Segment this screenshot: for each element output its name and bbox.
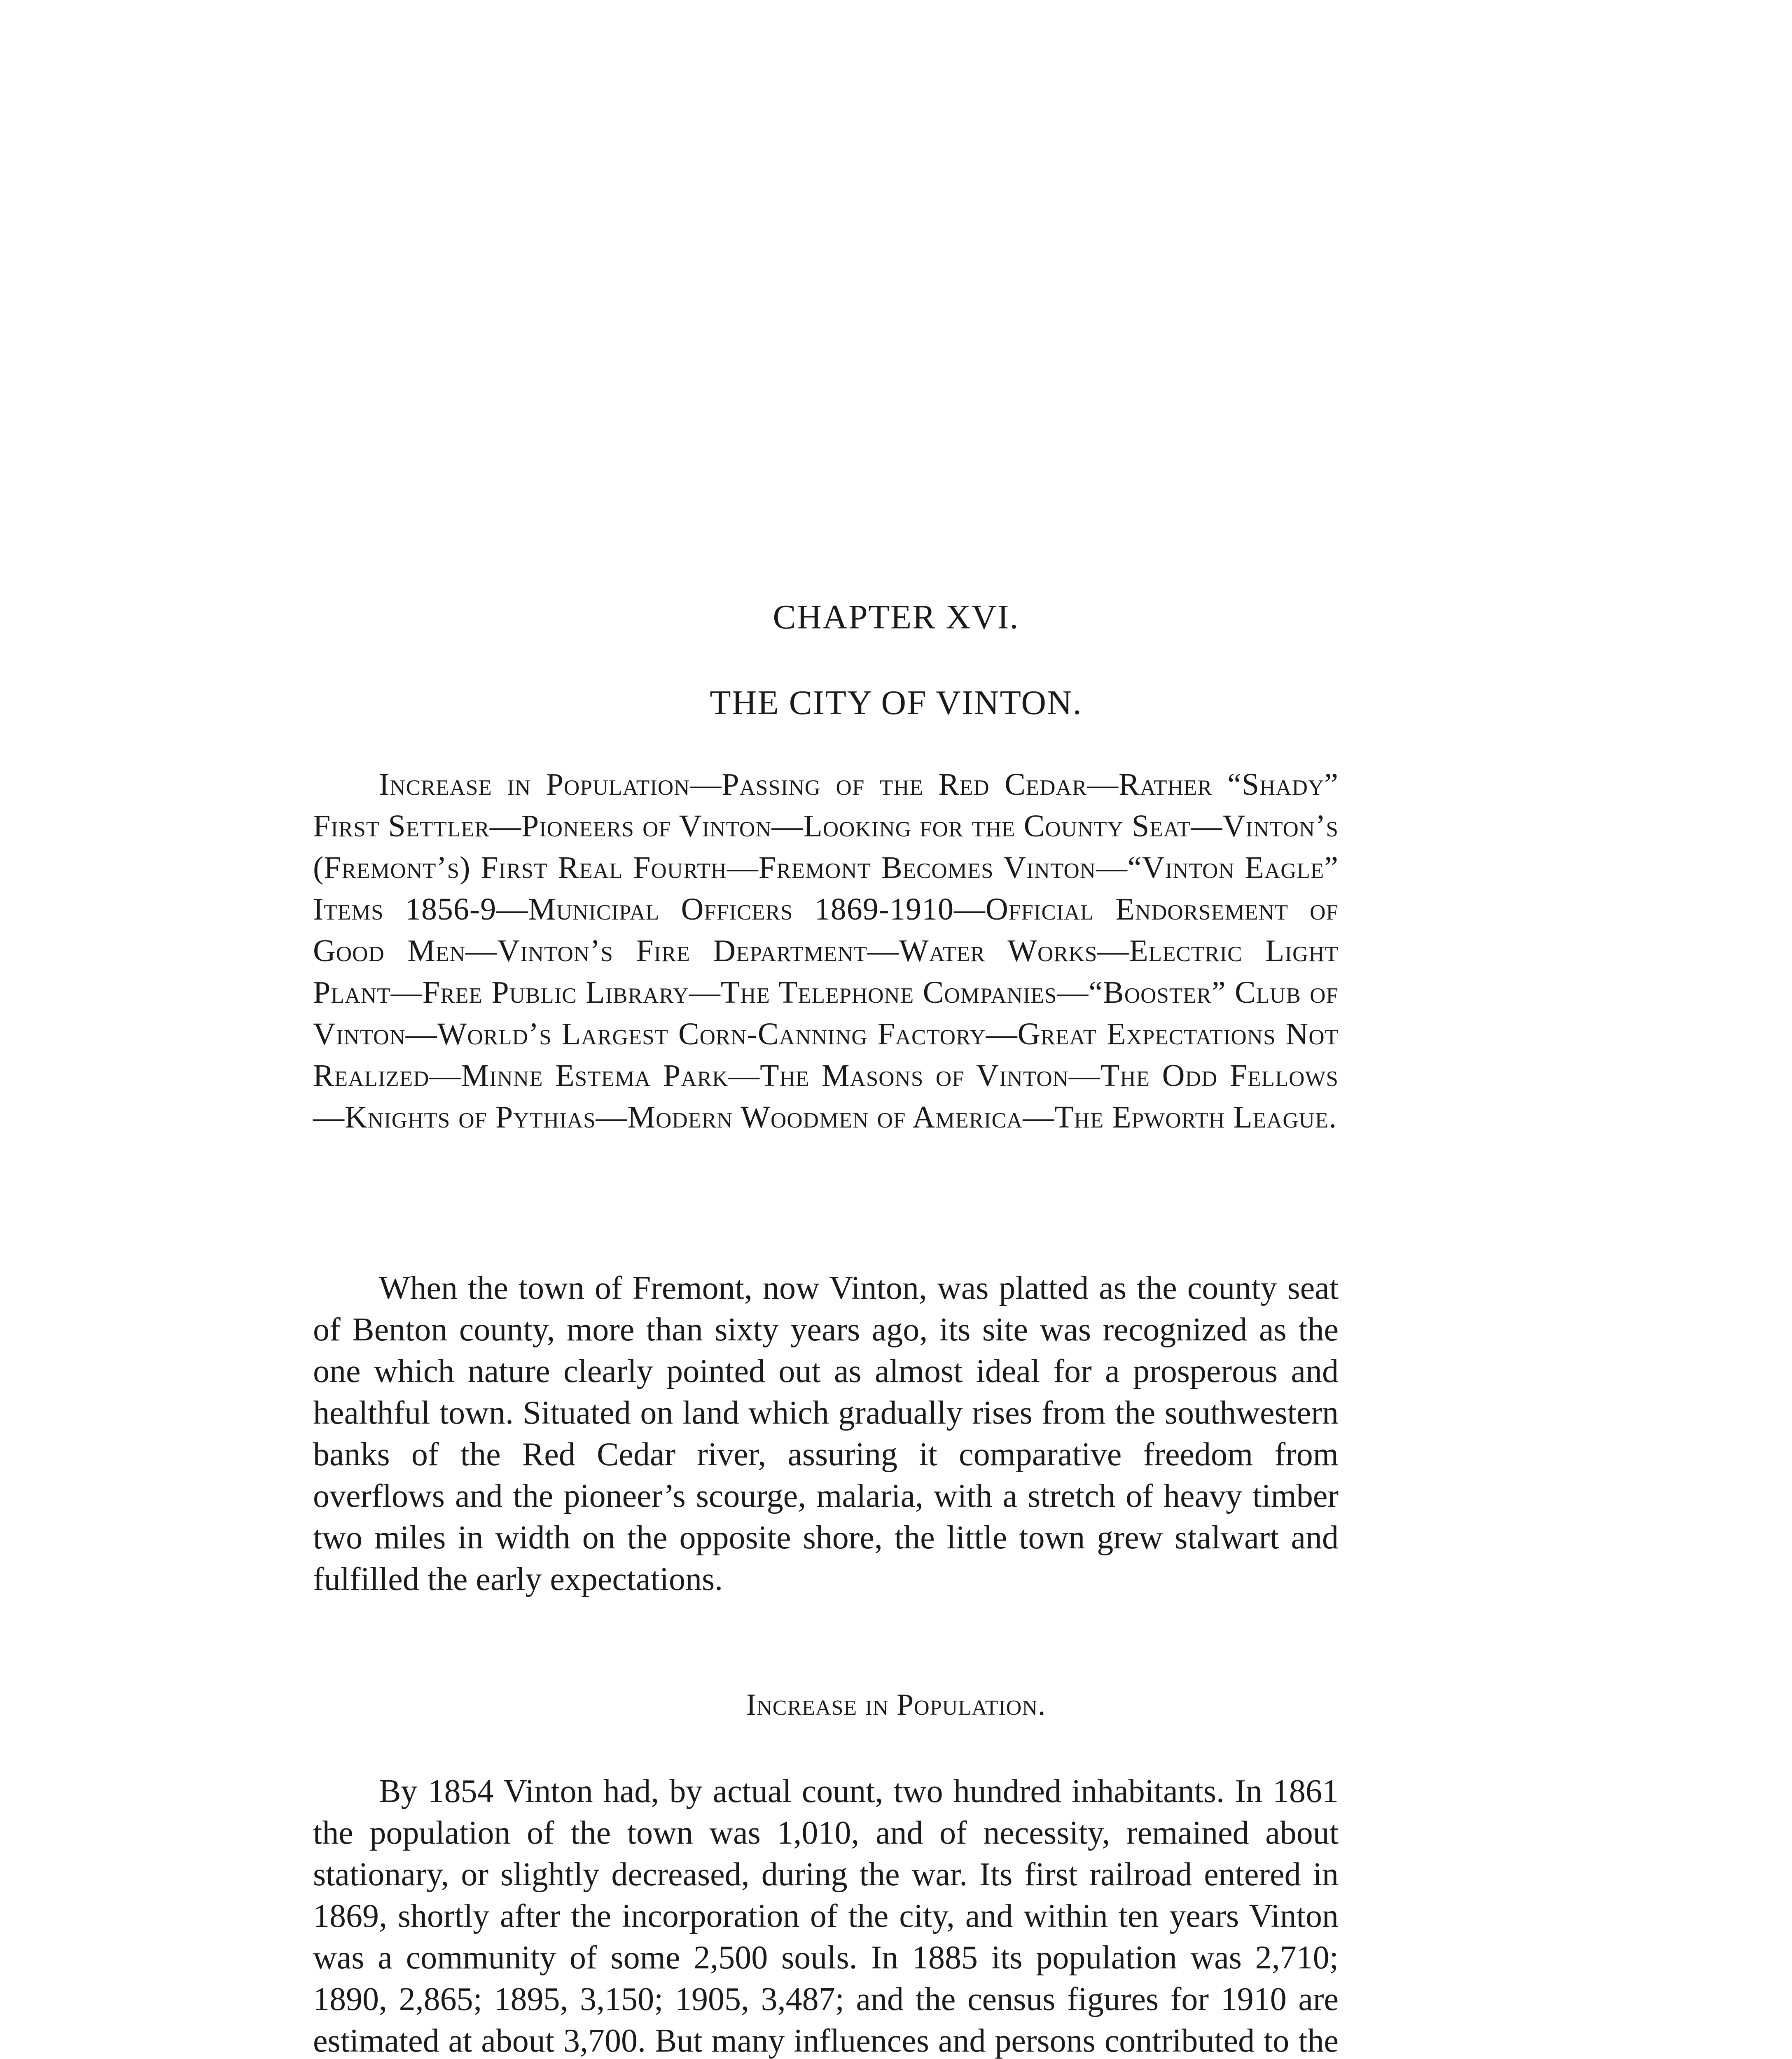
chapter-synopsis: Increase in Population—Passing of the Red Cedar—Rather “Shady” First Settler—Pioneers of Vinton—Looking for the County Seat—Vinton’s (Fremont’s) First Real Fourth—Fremont Becomes Vinton—“Vinton Eagle” Items 1856-9—Municipal Officers 1869-1910—Official Endorsement of Good Men—Vinton’s Fire Department—Water Works—Electric Light Plant—Free Public Library—The Telephone Companies—“Booster” Club of Vinton—World’s Largest Corn-Canning Factory—Great Expectations Not Realized—Minne Estema Park—The Masons of Vinton—The Odd Fellows—Knights of Pythias—Modern Woodmen of America—The Epworth League. [313,767,1339,1135]
population-paragraph: By 1854 Vinton had, by actual count, two hundred inhabitants. In 1861 the population of the town was 1,010, and of necessity, remained about stationary, or slightly decreased, during the war. Its first railroad entered in 1869, shortly after the incorporation of the city, and within ten years Vinton was a community of some 2,500 souls. In 1885 its population was 2,710; 1890, 2,865; 1895, 3,150; 1905, 3,487; and the census figures for 1910 are estimated at about 3,700. But many influences and persons contributed to the [313,1773,1339,2059]
section-heading: Increase in Population. [746,1688,1046,1722]
intro-paragraph: When the town of Fremont, now Vinton, was platted as the county seat of Benton county, more than sixty years ago, its site was recognized as the one which nature clearly pointed out as almost ideal for a prosperous and healthful town. Situated on land which gradually rises from the southwestern banks of the Red Cedar river, assuring it comparative freedom from overflows and the pioneer’s scourge, malaria, with a stretch of heavy timber two miles in width on the opposite shore, the little town grew stalwart and fulfilled the early expectations. [313,1270,1339,1597]
chapter-number: CHAPTER XVI. [773,598,1019,636]
chapter-title: THE CITY OF VINTON. [710,684,1082,722]
